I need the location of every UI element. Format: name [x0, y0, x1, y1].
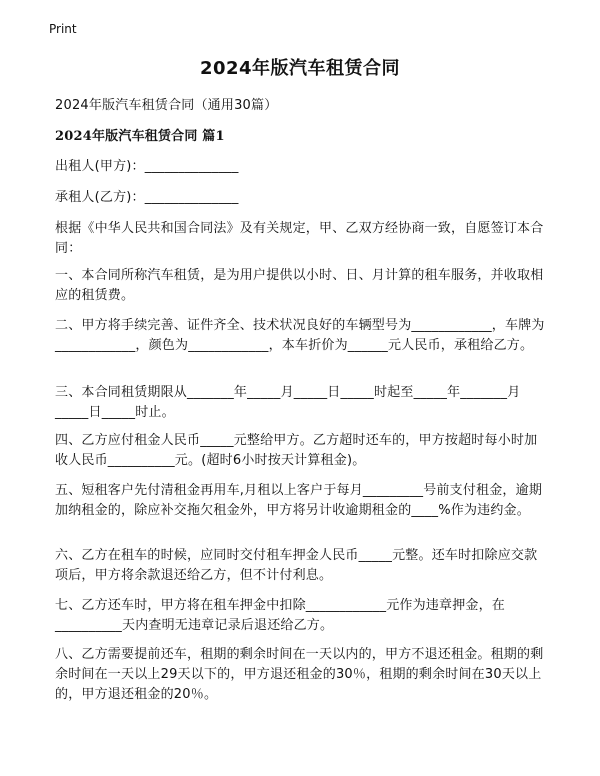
section-heading: 2024年版汽车租赁合同 篇1 [55, 129, 225, 144]
contract-paragraph: 三、本合同租赁期限从_______年_____月_____日_____时起至_____年_______月_____日_____时止。 [55, 385, 521, 420]
contract-paragraph: 五、短租客户先付清租金再用车,月租以上客户于每月_________号前支付租金，逾期加纳租金的，除应补交拖欠租金外，甲方将另计收逾期租金的____%作为违约金。 [55, 483, 543, 518]
contract-paragraph: 八、乙方需要提前还车，租期的剩余时间在一天以内的，甲方不退还租金。租期的剩余时间在一天以上29天以下的，甲方退还租金的30％，租期的剩余时间在30天以上的，甲方退还租金的20％。 [55, 647, 544, 702]
contract-paragraph: 根据《中华人民共和国合同法》及有关规定，甲、乙双方经协商一致，自愿签订本合同： [55, 221, 544, 256]
contract-paragraph: 四、乙方应付租金人民币_____元整给甲方。乙方超时还车的，甲方按超时每小时加收人民币__________元。(超时6小时按天计算租金)。 [55, 433, 538, 468]
contract-paragraph: 二、甲方将手续完善、证件齐全、技术状况良好的车辆型号为____________，车牌为____________，颜色为____________，本车折价为______元人民币，承租给乙方。 [55, 318, 545, 353]
document-title: 2024年版汽车租赁合同 [199, 58, 401, 79]
contract-paragraph: 一、本合同所称汽车租赁，是为用户提供以小时、日、月计算的租车服务，并收取相应的租赁费。 [55, 268, 544, 303]
print-label: Print [49, 22, 77, 36]
document-subtitle: 2024年版汽车租赁合同（通用30篇） [55, 98, 278, 113]
lessor-line: 出租人(甲方)：______________ [55, 159, 239, 174]
contract-paragraph: 六、乙方在租车的时候，应同时交付租车押金人民币_____元整。还车时扣除应交款项后，甲方将余款退还给乙方，但不计付利息。 [55, 548, 538, 583]
contract-paragraph: 七、乙方还车时，甲方将在租车押金中扣除____________元作为违章押金，在__________天内查明无违章记录后退还给乙方。 [55, 598, 506, 633]
lessee-line: 承租人(乙方)：______________ [55, 190, 239, 205]
